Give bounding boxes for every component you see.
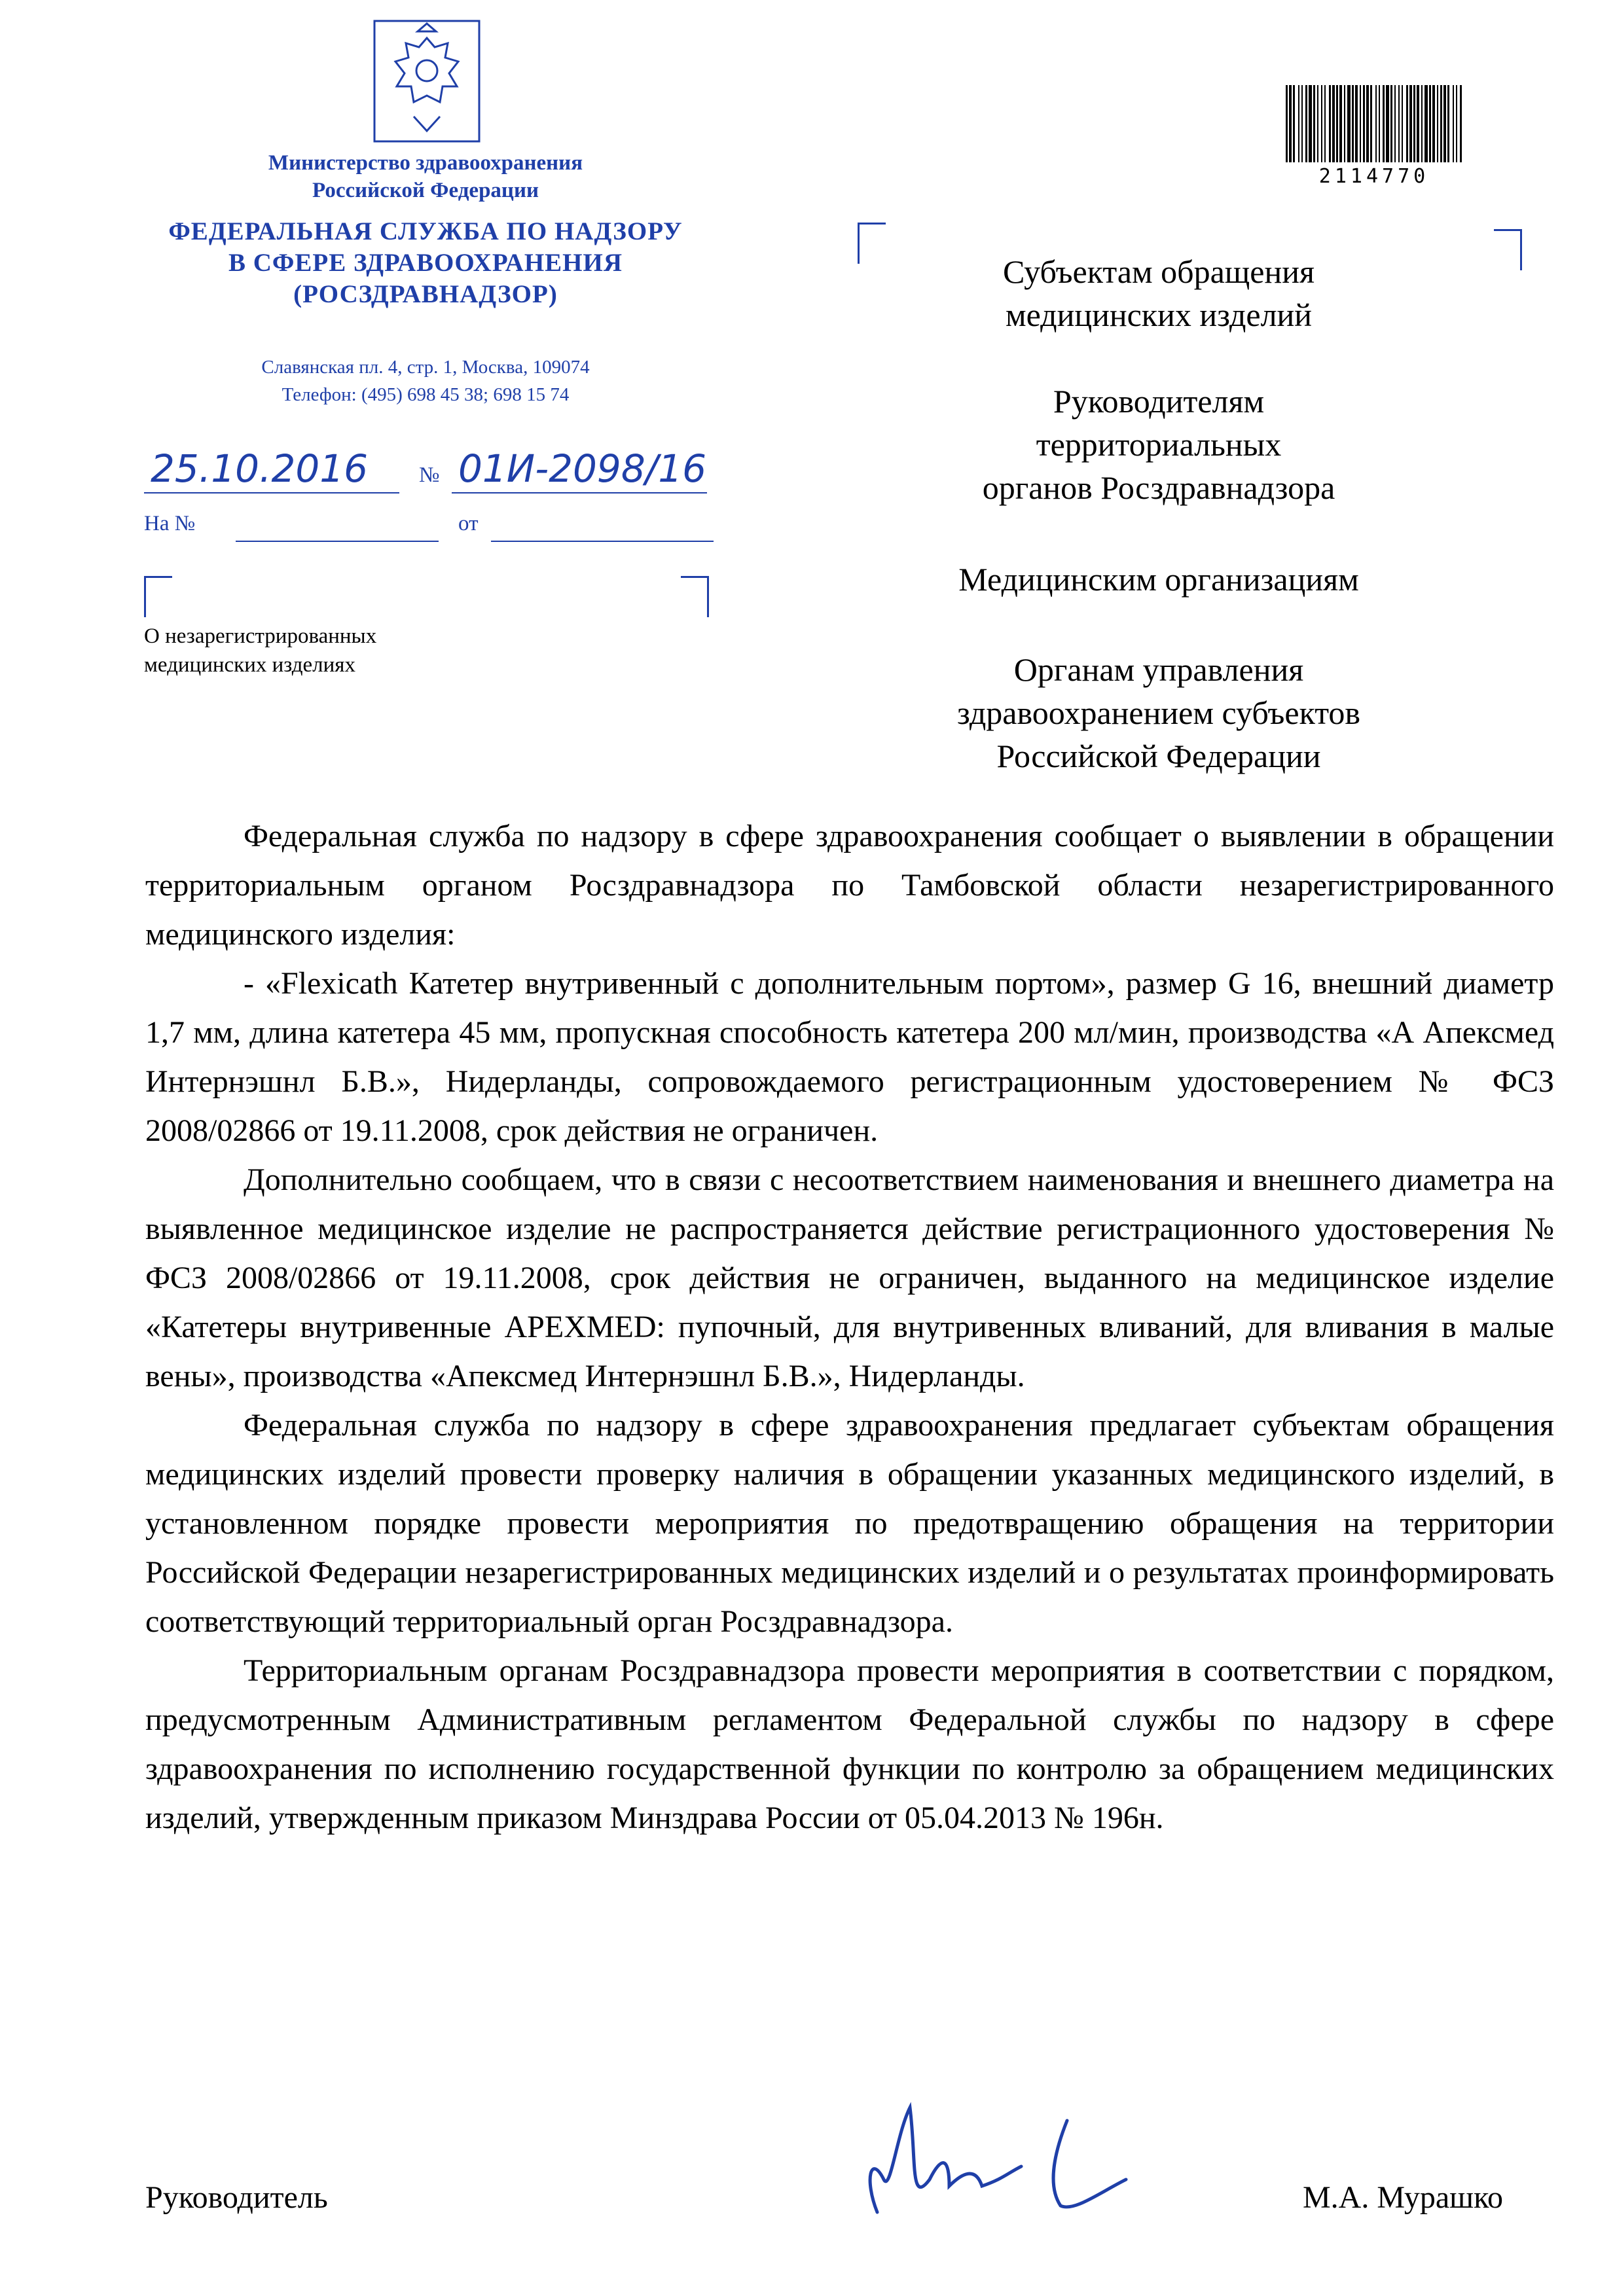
registration-row bbox=[144, 446, 733, 499]
barcode-bar bbox=[1347, 85, 1351, 162]
from-label: от bbox=[458, 512, 479, 535]
barcode-bar bbox=[1289, 85, 1292, 162]
barcode-bar bbox=[1394, 85, 1396, 162]
barcode-number: 2114770 bbox=[1318, 165, 1430, 188]
barcode-bar bbox=[1443, 85, 1446, 162]
barcode-bar bbox=[1360, 85, 1361, 162]
subject-line1: О незарегистрированных bbox=[144, 624, 377, 648]
barcode-bar bbox=[1379, 85, 1380, 162]
barcode-bar bbox=[1409, 85, 1412, 162]
barcode-bar bbox=[1286, 85, 1288, 162]
subject-bracket-left bbox=[144, 576, 172, 617]
service-line1: ФЕДЕРАЛЬНАЯ СЛУЖБА ПО НАДЗОРУ bbox=[168, 217, 683, 245]
barcode-bar bbox=[1386, 85, 1389, 162]
barcode-bar bbox=[1413, 85, 1415, 162]
addressee-2-line1: Руководителям bbox=[1053, 383, 1265, 420]
addressee-2-line2: территориальных bbox=[1036, 426, 1282, 463]
addressee-2-line3: органов Росздравнадзора bbox=[982, 469, 1335, 506]
ministry-line1: Министерство здравоохранения bbox=[268, 151, 583, 175]
reference-label: На № bbox=[144, 512, 196, 535]
barcode-bar bbox=[1329, 85, 1331, 162]
barcode-bar bbox=[1317, 85, 1318, 162]
addressee-2 bbox=[831, 380, 1486, 509]
letter-body bbox=[145, 812, 1554, 1842]
barcode-bar bbox=[1370, 85, 1372, 162]
barcode-bar bbox=[1321, 85, 1322, 162]
addressee-1-line1: Субъектам обращения bbox=[1003, 253, 1315, 290]
addressee-4 bbox=[831, 648, 1486, 778]
barcode bbox=[1283, 85, 1465, 162]
addressee-4-line1: Органам управления bbox=[1013, 651, 1304, 688]
barcode-bar bbox=[1432, 85, 1435, 162]
body-paragraph-1: Федеральная служба по надзору в сфере здравоохранения сообщает о выявлении в обращении территориальным органом Росздравнадзора по Тамбовской области незарегистрированного медицинского изделия: bbox=[145, 819, 1554, 952]
barcode-bar bbox=[1390, 85, 1392, 162]
body-paragraph-3: Дополнительно сообщаем, что в связи с несоответствием наименования и внешнего диаметра на выявленное медицинское изделие не распространяется действие регистрационного удостоверения № ФСЗ 2008/02866 от 19.11.2008, срок действия не ограничен, выданного на медицинское изделие «Катетеры внутривенные APEXMED: пупочный, для внутривенных вливаний, для вливания в малые вены», производства «Апексмед Интернэшнл Б.В.», Нидерланды. bbox=[145, 1162, 1554, 1393]
barcode-bar bbox=[1305, 85, 1307, 162]
signoff-position: Руководитель bbox=[145, 2180, 328, 2215]
barcode-bar bbox=[1424, 85, 1428, 162]
barcode-bar bbox=[1309, 85, 1312, 162]
barcode-bar bbox=[1456, 85, 1457, 162]
barcode-bar bbox=[1298, 85, 1299, 162]
barcode-bar bbox=[1363, 85, 1365, 162]
addressee-1 bbox=[831, 250, 1486, 336]
barcode-bar bbox=[1352, 85, 1354, 162]
agency-address bbox=[164, 353, 687, 408]
barcode-bar bbox=[1339, 85, 1342, 162]
body-paragraph-2: - «Flexicath Катетер внутривенный с дополнительным портом», размер G 16, внешний диаметр 1,7 мм, длина катетера 45 мм, пропускная способность катетера 200 мл/мин, производства «А Апексмед Интернэшнл Б.В.», Нидерланды, сопровождаемого регистрационным удостоверением № ФСЗ 2008/02866 от 19.11.2008, срок действия не ограничен. bbox=[145, 966, 1554, 1148]
barcode-bar bbox=[1453, 85, 1454, 162]
barcode-bar bbox=[1447, 85, 1449, 162]
registration-number: 01И-2098/16 bbox=[458, 446, 707, 491]
addressee-bracket-right bbox=[1494, 229, 1522, 270]
addressee-3-line1: Медицинским организациям bbox=[958, 561, 1359, 598]
barcode-bar bbox=[1383, 85, 1385, 162]
barcode-bar bbox=[1313, 85, 1315, 162]
registration-date: 25.10.2016 bbox=[151, 446, 369, 491]
coat-of-arms-emblem bbox=[372, 18, 482, 144]
barcode-bar bbox=[1293, 85, 1295, 162]
letter-subject bbox=[144, 622, 563, 679]
handwritten-signature bbox=[851, 2081, 1152, 2238]
barcode-bar bbox=[1402, 85, 1403, 162]
barcode-bar bbox=[1417, 85, 1419, 162]
subject-bracket-right bbox=[681, 576, 709, 617]
subject-line2: медицинских изделиях bbox=[144, 653, 355, 677]
ministry-line2: Российской Федерации bbox=[312, 179, 539, 202]
barcode-bar bbox=[1375, 85, 1377, 162]
ministry-name bbox=[164, 149, 687, 204]
service-line2: В СФЕРЕ ЗДРАВООХРАНЕНИЯ bbox=[228, 249, 623, 277]
barcode-bar bbox=[1460, 85, 1462, 162]
addressee-3 bbox=[831, 558, 1486, 601]
addressee-4-line2: здравоохранением субъектов bbox=[956, 694, 1361, 731]
body-paragraph-4: Федеральная служба по надзору в сфере здравоохранения предлагает субъектам обращения медицинских изделий провести проверку наличия в обращении указанных медицинского изделий, в установленном порядке провести мероприятия по предотвращению обращения на территории Российской Федерации незарегистрированных медицинских изделий и о результатах проинформировать соответствующий территориальный орган Росздравнадзора. bbox=[145, 1408, 1554, 1639]
barcode-bar bbox=[1324, 85, 1326, 162]
barcode-bar bbox=[1398, 85, 1400, 162]
barcode-bar bbox=[1344, 85, 1345, 162]
phone-line: Телефон: (495) 698 45 38; 698 15 74 bbox=[281, 384, 570, 405]
addressee-1-line2: медицинских изделий bbox=[1005, 296, 1313, 333]
barcode-bar bbox=[1406, 85, 1408, 162]
address-line: Славянская пл. 4, стр. 1, Москва, 109074 bbox=[261, 357, 590, 378]
barcode-bar bbox=[1429, 85, 1431, 162]
body-paragraph-5: Территориальным органам Росздравнадзора провести мероприятия в соответствии с порядком, предусмотренным Административным регламентом Федеральной службы по надзору в сфере здравоохранения по исполнению государственной функции по контролю за обращением медицинских изделий, утвержденным приказом Минздрава России от 05.04.2013 № 196н. bbox=[145, 1653, 1554, 1835]
barcode-bar bbox=[1437, 85, 1438, 162]
barcode-bar bbox=[1366, 85, 1369, 162]
barcode-bar bbox=[1421, 85, 1423, 162]
addressee-4-line3: Российской Федерации bbox=[996, 738, 1321, 774]
signoff-name: М.А. Мурашко bbox=[1303, 2180, 1503, 2215]
barcode-bar bbox=[1336, 85, 1338, 162]
barcode-bar bbox=[1440, 85, 1442, 162]
service-line3: (РОСЗДРАВНАДЗОР) bbox=[293, 280, 558, 308]
barcode-bar bbox=[1301, 85, 1303, 162]
barcode-bar bbox=[1355, 85, 1358, 162]
reference-row bbox=[144, 512, 733, 551]
number-sign: № bbox=[419, 463, 440, 487]
barcode-bar bbox=[1332, 85, 1335, 162]
service-name bbox=[124, 216, 727, 310]
